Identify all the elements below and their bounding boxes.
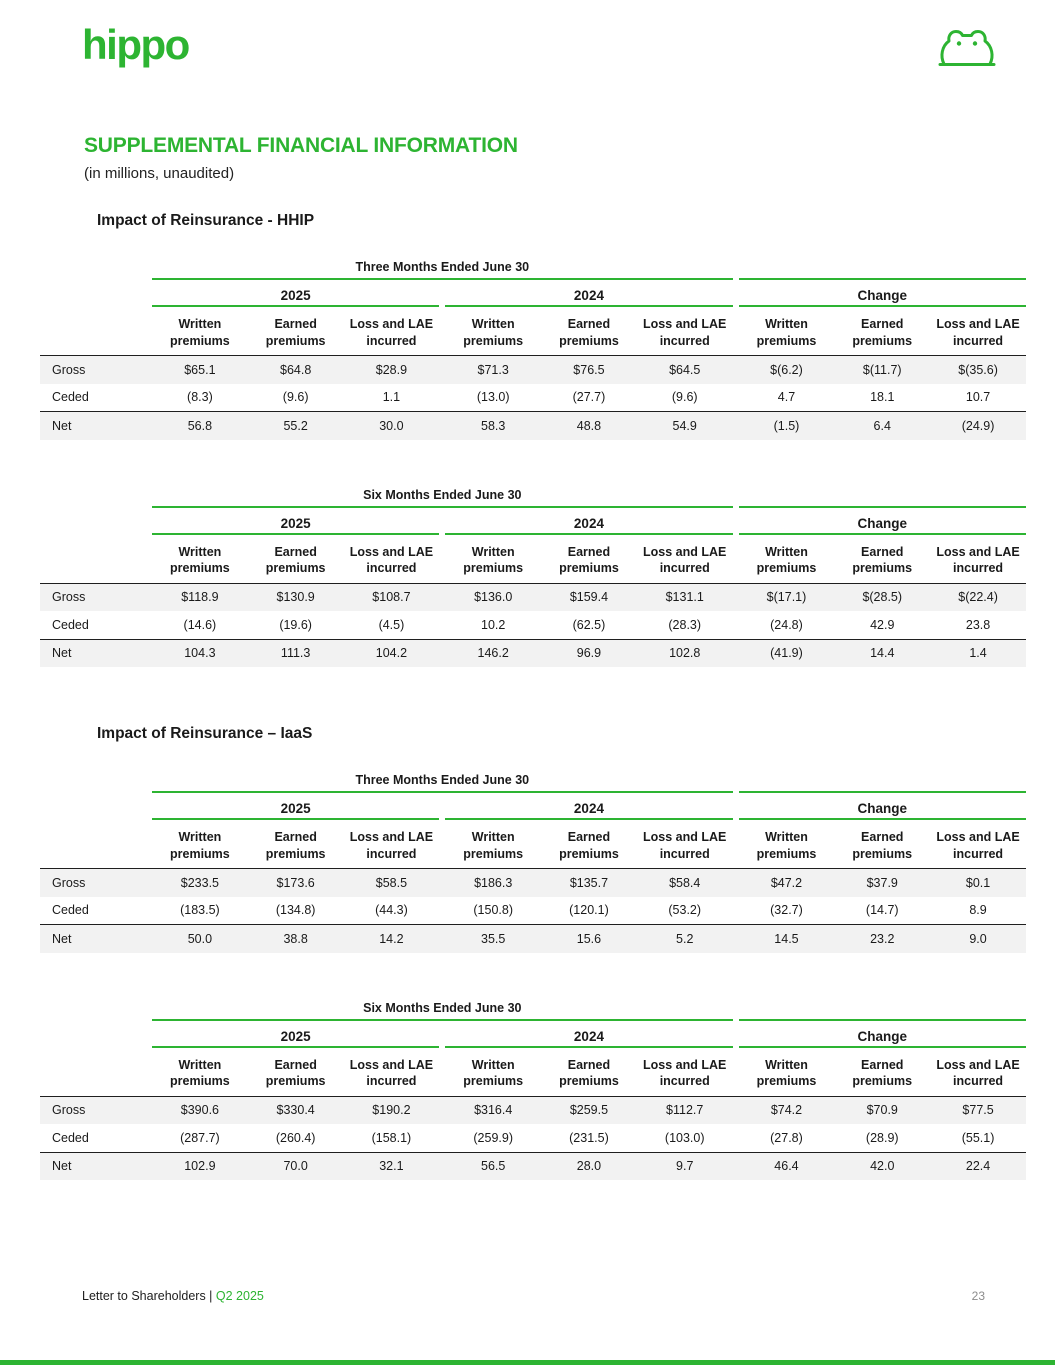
row-label: Net <box>52 418 72 433</box>
cell-value: (14.7) <box>834 897 930 925</box>
hippo-logo: hippo <box>82 21 189 68</box>
cell-value: 104.2 <box>375 646 408 661</box>
content-area <box>0 134 1055 1180</box>
cell-value: (41.9) <box>770 646 803 661</box>
row-label: Ceded <box>40 897 152 925</box>
cell-value: (44.3) <box>344 897 440 925</box>
cell-value: $(35.6) <box>958 362 998 377</box>
table-iaas-three-months <box>40 773 1026 953</box>
column-header-written-premiums: Written premiums <box>445 306 541 356</box>
group-label-2024: 2024 <box>445 279 732 306</box>
cell-value: (120.1) <box>541 897 637 925</box>
cell-value: $316.4 <box>474 1103 513 1118</box>
cell-value: 42.0 <box>870 1159 895 1174</box>
row-label: Ceded <box>40 1124 152 1152</box>
row-net <box>40 639 1026 667</box>
cell-value: $136.0 <box>474 590 513 605</box>
cell-value: (134.8) <box>248 897 344 925</box>
row-net <box>40 1152 1026 1180</box>
cell-value: 18.1 <box>834 384 930 412</box>
cell-value: 50.0 <box>187 931 213 946</box>
cell-value: $259.5 <box>569 1103 609 1118</box>
cell-value: 58.3 <box>481 418 506 433</box>
section-iaas <box>40 725 1026 1180</box>
cell-value: (28.9) <box>834 1124 930 1152</box>
table-hhip-three-months <box>40 260 1026 440</box>
column-header-loss-lae: Loss and LAE incurred <box>637 306 733 356</box>
cell-value: 1.1 <box>344 384 440 412</box>
cell-value: 55.2 <box>283 418 308 433</box>
column-header-loss-lae: Loss and LAE incurred <box>930 306 1026 356</box>
cell-value: $77.5 <box>962 1103 994 1118</box>
cell-value: 14.5 <box>774 931 799 946</box>
column-header-loss-lae: Loss and LAE incurred <box>930 534 1026 584</box>
cell-value: $28.9 <box>375 362 408 377</box>
row-label: Gross <box>52 875 86 890</box>
cell-value: 10.7 <box>930 384 1026 412</box>
column-header-written-premiums: Written premiums <box>445 534 541 584</box>
cell-value: 4.7 <box>739 384 835 412</box>
column-header-row <box>40 1047 1026 1097</box>
row-ceded <box>40 384 1026 412</box>
cell-value: (8.3) <box>152 384 248 412</box>
cell-value: (62.5) <box>541 611 637 639</box>
column-header-earned-premiums: Earned premiums <box>248 534 344 584</box>
column-header-loss-lae: Loss and LAE incurred <box>344 534 440 584</box>
cell-value: 56.8 <box>187 418 213 433</box>
cell-value: $65.1 <box>184 362 216 377</box>
row-gross <box>40 583 1026 611</box>
cell-value: 111.3 <box>280 646 311 661</box>
group-row <box>40 279 1026 306</box>
column-header-earned-premiums: Earned premiums <box>541 1047 637 1097</box>
cell-value: $58.4 <box>669 875 701 890</box>
group-label-2024: 2024 <box>445 792 732 819</box>
cell-value: 102.9 <box>184 1159 216 1174</box>
cell-value: 6.4 <box>873 418 891 433</box>
cell-value: 102.8 <box>669 646 701 661</box>
page-subtitle: (in millions, unaudited) <box>84 165 235 182</box>
cell-value: (259.9) <box>445 1124 541 1152</box>
row-ceded <box>40 611 1026 639</box>
period-label: Six Months Ended June 30 <box>152 1001 733 1020</box>
period-row <box>40 773 1026 792</box>
column-header-loss-lae: Loss and LAE incurred <box>637 534 733 584</box>
row-label: Net <box>52 931 72 946</box>
cell-value: $74.2 <box>770 1103 803 1118</box>
bottom-accent-bar <box>0 1360 1055 1365</box>
cell-value: $390.6 <box>180 1103 219 1118</box>
cell-value: $130.9 <box>276 590 315 605</box>
group-label-2025: 2025 <box>152 1020 439 1047</box>
cell-value: $64.8 <box>280 362 312 377</box>
cell-value: 10.2 <box>445 611 541 639</box>
cell-value: 9.0 <box>969 931 987 946</box>
cell-value: (150.8) <box>445 897 541 925</box>
cell-value: 15.6 <box>576 931 602 946</box>
cell-value: (24.8) <box>739 611 835 639</box>
cell-value: 32.1 <box>379 1159 404 1174</box>
cell-value: (9.6) <box>248 384 344 412</box>
cell-value: $37.9 <box>866 875 898 890</box>
row-gross <box>40 1096 1026 1124</box>
cell-value: $(28.5) <box>862 590 903 605</box>
cell-value: 146.2 <box>477 646 509 661</box>
cell-value: $(6.2) <box>770 362 803 377</box>
period-row <box>40 260 1026 279</box>
cell-value: (287.7) <box>152 1124 248 1152</box>
column-header-earned-premiums: Earned premiums <box>541 306 637 356</box>
period-label: Three Months Ended June 30 <box>152 773 733 792</box>
cell-value: (4.5) <box>344 611 440 639</box>
group-row <box>40 507 1026 534</box>
cell-value: $330.4 <box>276 1103 315 1118</box>
column-header-written-premiums: Written premiums <box>152 534 248 584</box>
column-header-earned-premiums: Earned premiums <box>834 1047 930 1097</box>
cell-value: (231.5) <box>541 1124 637 1152</box>
cell-value: $58.5 <box>375 875 408 890</box>
group-label-change: Change <box>739 1020 1026 1047</box>
column-header-loss-lae: Loss and LAE incurred <box>930 1047 1026 1097</box>
row-label: Ceded <box>40 384 152 412</box>
cell-value: $71.3 <box>477 362 509 377</box>
column-header-earned-premiums: Earned premiums <box>248 819 344 869</box>
section-hhip <box>40 212 1026 667</box>
hippo-mascot-icon <box>935 24 999 72</box>
row-label: Net <box>52 1159 72 1174</box>
cell-value: 56.5 <box>481 1159 506 1174</box>
period-underline-change <box>739 1001 1026 1020</box>
column-header-loss-lae: Loss and LAE incurred <box>930 819 1026 869</box>
column-header-row <box>40 534 1026 584</box>
cell-value: $(17.1) <box>766 590 807 605</box>
period-label: Three Months Ended June 30 <box>152 260 733 279</box>
row-net <box>40 412 1026 440</box>
cell-value: (158.1) <box>344 1124 440 1152</box>
cell-value: (28.3) <box>637 611 733 639</box>
cell-value: $(22.4) <box>958 590 998 605</box>
column-header-earned-premiums: Earned premiums <box>834 306 930 356</box>
cell-value: 14.2 <box>379 931 404 946</box>
group-row <box>40 1020 1026 1047</box>
group-label-2024: 2024 <box>445 1020 732 1047</box>
row-ceded <box>40 897 1026 925</box>
cell-value: 23.2 <box>870 931 895 946</box>
cell-value: $76.5 <box>573 362 605 377</box>
column-header-loss-lae: Loss and LAE incurred <box>344 306 440 356</box>
cell-value: (13.0) <box>445 384 541 412</box>
column-header-earned-premiums: Earned premiums <box>834 819 930 869</box>
cell-value: (27.8) <box>739 1124 835 1152</box>
cell-value: (103.0) <box>637 1124 733 1152</box>
group-label-2025: 2025 <box>152 279 439 306</box>
row-label: Net <box>52 646 72 661</box>
cell-value: $0.1 <box>965 875 991 890</box>
column-header-row <box>40 819 1026 869</box>
group-row <box>40 792 1026 819</box>
column-header-written-premiums: Written premiums <box>445 819 541 869</box>
column-header-earned-premiums: Earned premiums <box>248 306 344 356</box>
cell-value: (53.2) <box>637 897 733 925</box>
header-bar <box>0 0 1055 72</box>
column-header-earned-premiums: Earned premiums <box>541 534 637 584</box>
period-row <box>40 488 1026 507</box>
cell-value: (55.1) <box>930 1124 1026 1152</box>
cell-value: $135.7 <box>569 875 609 890</box>
group-label-change: Change <box>739 507 1026 534</box>
cell-value: (32.7) <box>739 897 835 925</box>
cell-value: 14.4 <box>870 646 895 661</box>
column-header-loss-lae: Loss and LAE incurred <box>637 1047 733 1097</box>
cell-value: 1.4 <box>969 646 987 661</box>
row-gross <box>40 869 1026 897</box>
group-label-change: Change <box>739 792 1026 819</box>
cell-value: (1.5) <box>773 418 800 433</box>
column-header-written-premiums: Written premiums <box>739 306 835 356</box>
cell-value: (24.9) <box>961 418 995 433</box>
page-number: 23 <box>971 1289 985 1303</box>
footer-quarter: Q2 2025 <box>215 1289 264 1303</box>
cell-value: (9.6) <box>637 384 733 412</box>
section-heading-iaas: Impact of Reinsurance – IaaS <box>97 725 313 742</box>
column-header-written-premiums: Written premiums <box>152 1047 248 1097</box>
row-ceded <box>40 1124 1026 1152</box>
column-header-written-premiums: Written premiums <box>739 819 835 869</box>
cell-value: $118.9 <box>181 590 219 605</box>
column-header-written-premiums: Written premiums <box>739 1047 835 1097</box>
page-title: SUPPLEMENTAL FINANCIAL INFORMATION <box>84 134 518 157</box>
column-header-row <box>40 306 1026 356</box>
row-net <box>40 925 1026 953</box>
cell-value: (19.6) <box>248 611 344 639</box>
cell-value: $159.4 <box>569 590 609 605</box>
group-label-2025: 2025 <box>152 792 439 819</box>
column-header-earned-premiums: Earned premiums <box>541 819 637 869</box>
cell-value: (27.7) <box>541 384 637 412</box>
row-label: Gross <box>52 590 86 605</box>
column-header-written-premiums: Written premiums <box>739 534 835 584</box>
cell-value: 70.0 <box>283 1159 308 1174</box>
cell-value: $(11.7) <box>862 362 902 377</box>
period-label: Six Months Ended June 30 <box>152 488 733 507</box>
cell-value: (260.4) <box>248 1124 344 1152</box>
cell-value: 22.4 <box>965 1159 991 1174</box>
cell-value: $70.9 <box>866 1103 898 1118</box>
group-label-2025: 2025 <box>152 507 439 534</box>
cell-value: 30.0 <box>379 418 404 433</box>
column-header-loss-lae: Loss and LAE incurred <box>344 819 440 869</box>
column-header-earned-premiums: Earned premiums <box>248 1047 344 1097</box>
section-heading-hhip: Impact of Reinsurance - HHIP <box>97 212 315 229</box>
cell-value: 5.2 <box>676 931 694 946</box>
cell-value: $112.7 <box>666 1103 704 1118</box>
column-header-written-premiums: Written premiums <box>445 1047 541 1097</box>
cell-value: 8.9 <box>930 897 1026 925</box>
column-header-earned-premiums: Earned premiums <box>834 534 930 584</box>
cell-value: 42.9 <box>834 611 930 639</box>
period-underline-change <box>739 773 1026 792</box>
cell-value: 54.9 <box>672 418 697 433</box>
cell-value: 104.3 <box>184 646 216 661</box>
cell-value: 46.4 <box>774 1159 799 1174</box>
period-underline-change <box>739 488 1026 507</box>
cell-value: 23.8 <box>930 611 1026 639</box>
cell-value: $233.5 <box>180 875 219 890</box>
row-gross <box>40 356 1026 384</box>
footer-breadcrumb <box>82 1289 264 1303</box>
cell-value: $47.2 <box>770 875 803 890</box>
page-footer <box>82 1289 985 1303</box>
column-header-written-premiums: Written premiums <box>152 306 248 356</box>
column-header-loss-lae: Loss and LAE incurred <box>637 819 733 869</box>
row-label: Gross <box>52 362 86 377</box>
cell-value: $173.6 <box>276 875 315 890</box>
period-underline-change <box>739 260 1026 279</box>
cell-value: (183.5) <box>152 897 248 925</box>
table-iaas-six-months <box>40 1001 1026 1181</box>
cell-value: $190.2 <box>372 1103 411 1118</box>
cell-value: $64.5 <box>669 362 701 377</box>
column-header-loss-lae: Loss and LAE incurred <box>344 1047 440 1097</box>
row-label: Gross <box>52 1103 86 1118</box>
group-label-change: Change <box>739 279 1026 306</box>
cell-value: 38.8 <box>283 931 308 946</box>
cell-value: $131.1 <box>665 590 704 605</box>
cell-value: $108.7 <box>372 590 411 605</box>
cell-value: 28.0 <box>576 1159 602 1174</box>
footer-label: Letter to Shareholders | <box>82 1289 216 1303</box>
cell-value: $186.3 <box>474 875 513 890</box>
cell-value: 9.7 <box>676 1159 694 1174</box>
cell-value: (14.6) <box>152 611 248 639</box>
period-row <box>40 1001 1026 1020</box>
row-label: Ceded <box>40 611 152 639</box>
group-label-2024: 2024 <box>445 507 732 534</box>
cell-value: 48.8 <box>576 418 602 433</box>
table-hhip-six-months <box>40 488 1026 668</box>
cell-value: 96.9 <box>576 646 602 661</box>
cell-value: 35.5 <box>481 931 506 946</box>
column-header-written-premiums: Written premiums <box>152 819 248 869</box>
